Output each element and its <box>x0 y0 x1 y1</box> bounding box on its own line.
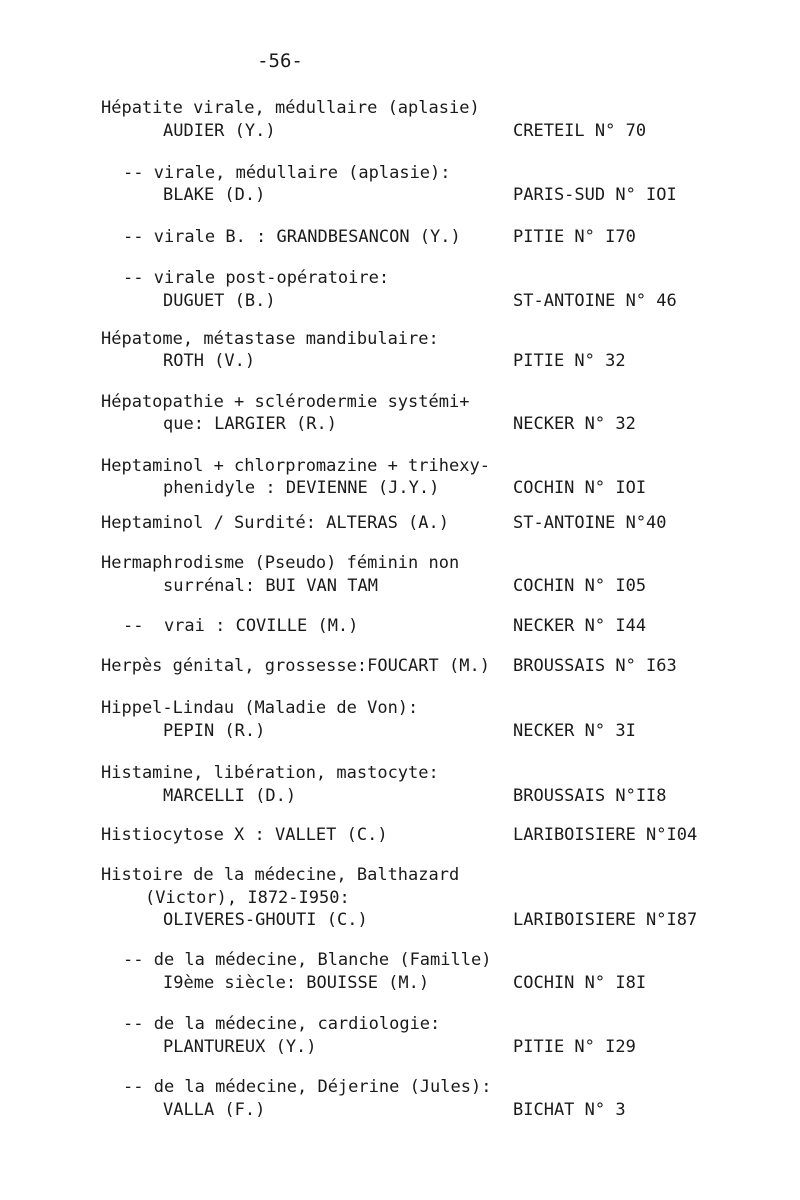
index-entry-text: Hépatome, métastase mandibulaire: <box>101 329 439 349</box>
index-entry-reference: BROUSSAIS N°II8 <box>513 786 667 806</box>
index-entry-text: ROTH (V.) <box>163 351 256 371</box>
index-entry-reference: LARIBOISIERE N°I04 <box>513 825 698 845</box>
index-entry-reference: ST-ANTOINE N°40 <box>513 513 667 533</box>
index-entry-text: Hépatopathie + sclérodermie systémi+ <box>101 392 470 412</box>
index-entry-text: VALLA (F.) <box>163 1100 266 1120</box>
index-entry-text: que: LARGIER (R.) <box>163 414 337 434</box>
index-entry-reference: PITIE N° 32 <box>513 351 626 371</box>
index-entry-text: phenidyle : DEVIENNE (J.Y.) <box>163 478 440 498</box>
page-number: -56- <box>257 50 303 72</box>
index-entry-text: PEPIN (R.) <box>163 721 266 741</box>
index-entry-text: -- virale post-opératoire: <box>123 268 390 288</box>
index-entry-reference: COCHIN N° IOI <box>513 478 647 498</box>
index-entry-text: -- vrai : COVILLE (M.) <box>123 616 359 636</box>
index-entry-text: Hépatite virale, médullaire (aplasie) <box>101 98 480 118</box>
index-entry-text: Histoire de la médecine, Balthazard <box>101 865 460 885</box>
index-entry-reference: NECKER N° I44 <box>513 616 647 636</box>
index-entry-text: -- de la médecine, Blanche (Famille) <box>123 950 492 970</box>
index-entry-text: Histiocytose X : VALLET (C.) <box>101 825 388 845</box>
index-entry-text: Histamine, libération, mastocyte: <box>101 763 439 783</box>
index-entry-text: -- de la médecine, cardiologie: <box>123 1014 441 1034</box>
index-entry-reference: PITIE N° I70 <box>513 227 636 247</box>
index-entry-reference: LARIBOISIERE N°I87 <box>513 910 698 930</box>
index-entry-reference: PITIE N° I29 <box>513 1037 636 1057</box>
index-entry-text: I9ème siècle: BOUISSE (M.) <box>163 973 430 993</box>
index-entry-text: -- virale, médullaire (aplasie): <box>123 163 451 183</box>
index-entry-text: -- virale B. : GRANDBESANCON (Y.) <box>123 227 461 247</box>
index-entry-reference: NECKER N° 3I <box>513 721 636 741</box>
index-entry-text: AUDIER (Y.) <box>163 121 276 141</box>
index-entry-reference: ST-ANTOINE N° 46 <box>513 291 677 311</box>
index-entry-reference: BICHAT N° 3 <box>513 1100 626 1120</box>
index-entry-text: (Victor), I872-I950: <box>145 888 350 908</box>
index-entry-reference: COCHIN N° I8I <box>513 973 647 993</box>
index-entry-text: Heptaminol / Surdité: ALTERAS (A.) <box>101 513 449 533</box>
index-entry-reference: PARIS-SUD N° IOI <box>513 185 677 205</box>
index-entry-text: -- de la médecine, Déjerine (Jules): <box>123 1077 492 1097</box>
index-entry-reference: BROUSSAIS N° I63 <box>513 656 677 676</box>
index-entry-text: PLANTUREUX (Y.) <box>163 1037 317 1057</box>
index-entry-reference: CRETEIL N° 70 <box>513 121 647 141</box>
index-entry-text: OLIVERES-GHOUTI (C.) <box>163 910 368 930</box>
index-entry-reference: COCHIN N° I05 <box>513 576 647 596</box>
index-entry-text: MARCELLI (D.) <box>163 786 297 806</box>
index-entry-reference: NECKER N° 32 <box>513 414 636 434</box>
index-entry-text: surrénal: BUI VAN TAM <box>163 576 378 596</box>
index-entry-text: Hippel-Lindau (Maladie de Von): <box>101 698 419 718</box>
index-entry-text: Hermaphrodisme (Pseudo) féminin non <box>101 553 460 573</box>
index-entry-text: Heptaminol + chlorpromazine + trihexy- <box>101 456 490 476</box>
index-entry-text: BLAKE (D.) <box>163 185 266 205</box>
index-entry-text: DUGUET (B.) <box>163 291 276 311</box>
index-entry-text: Herpès génital, grossesse:FOUCART (M.) <box>101 656 490 676</box>
